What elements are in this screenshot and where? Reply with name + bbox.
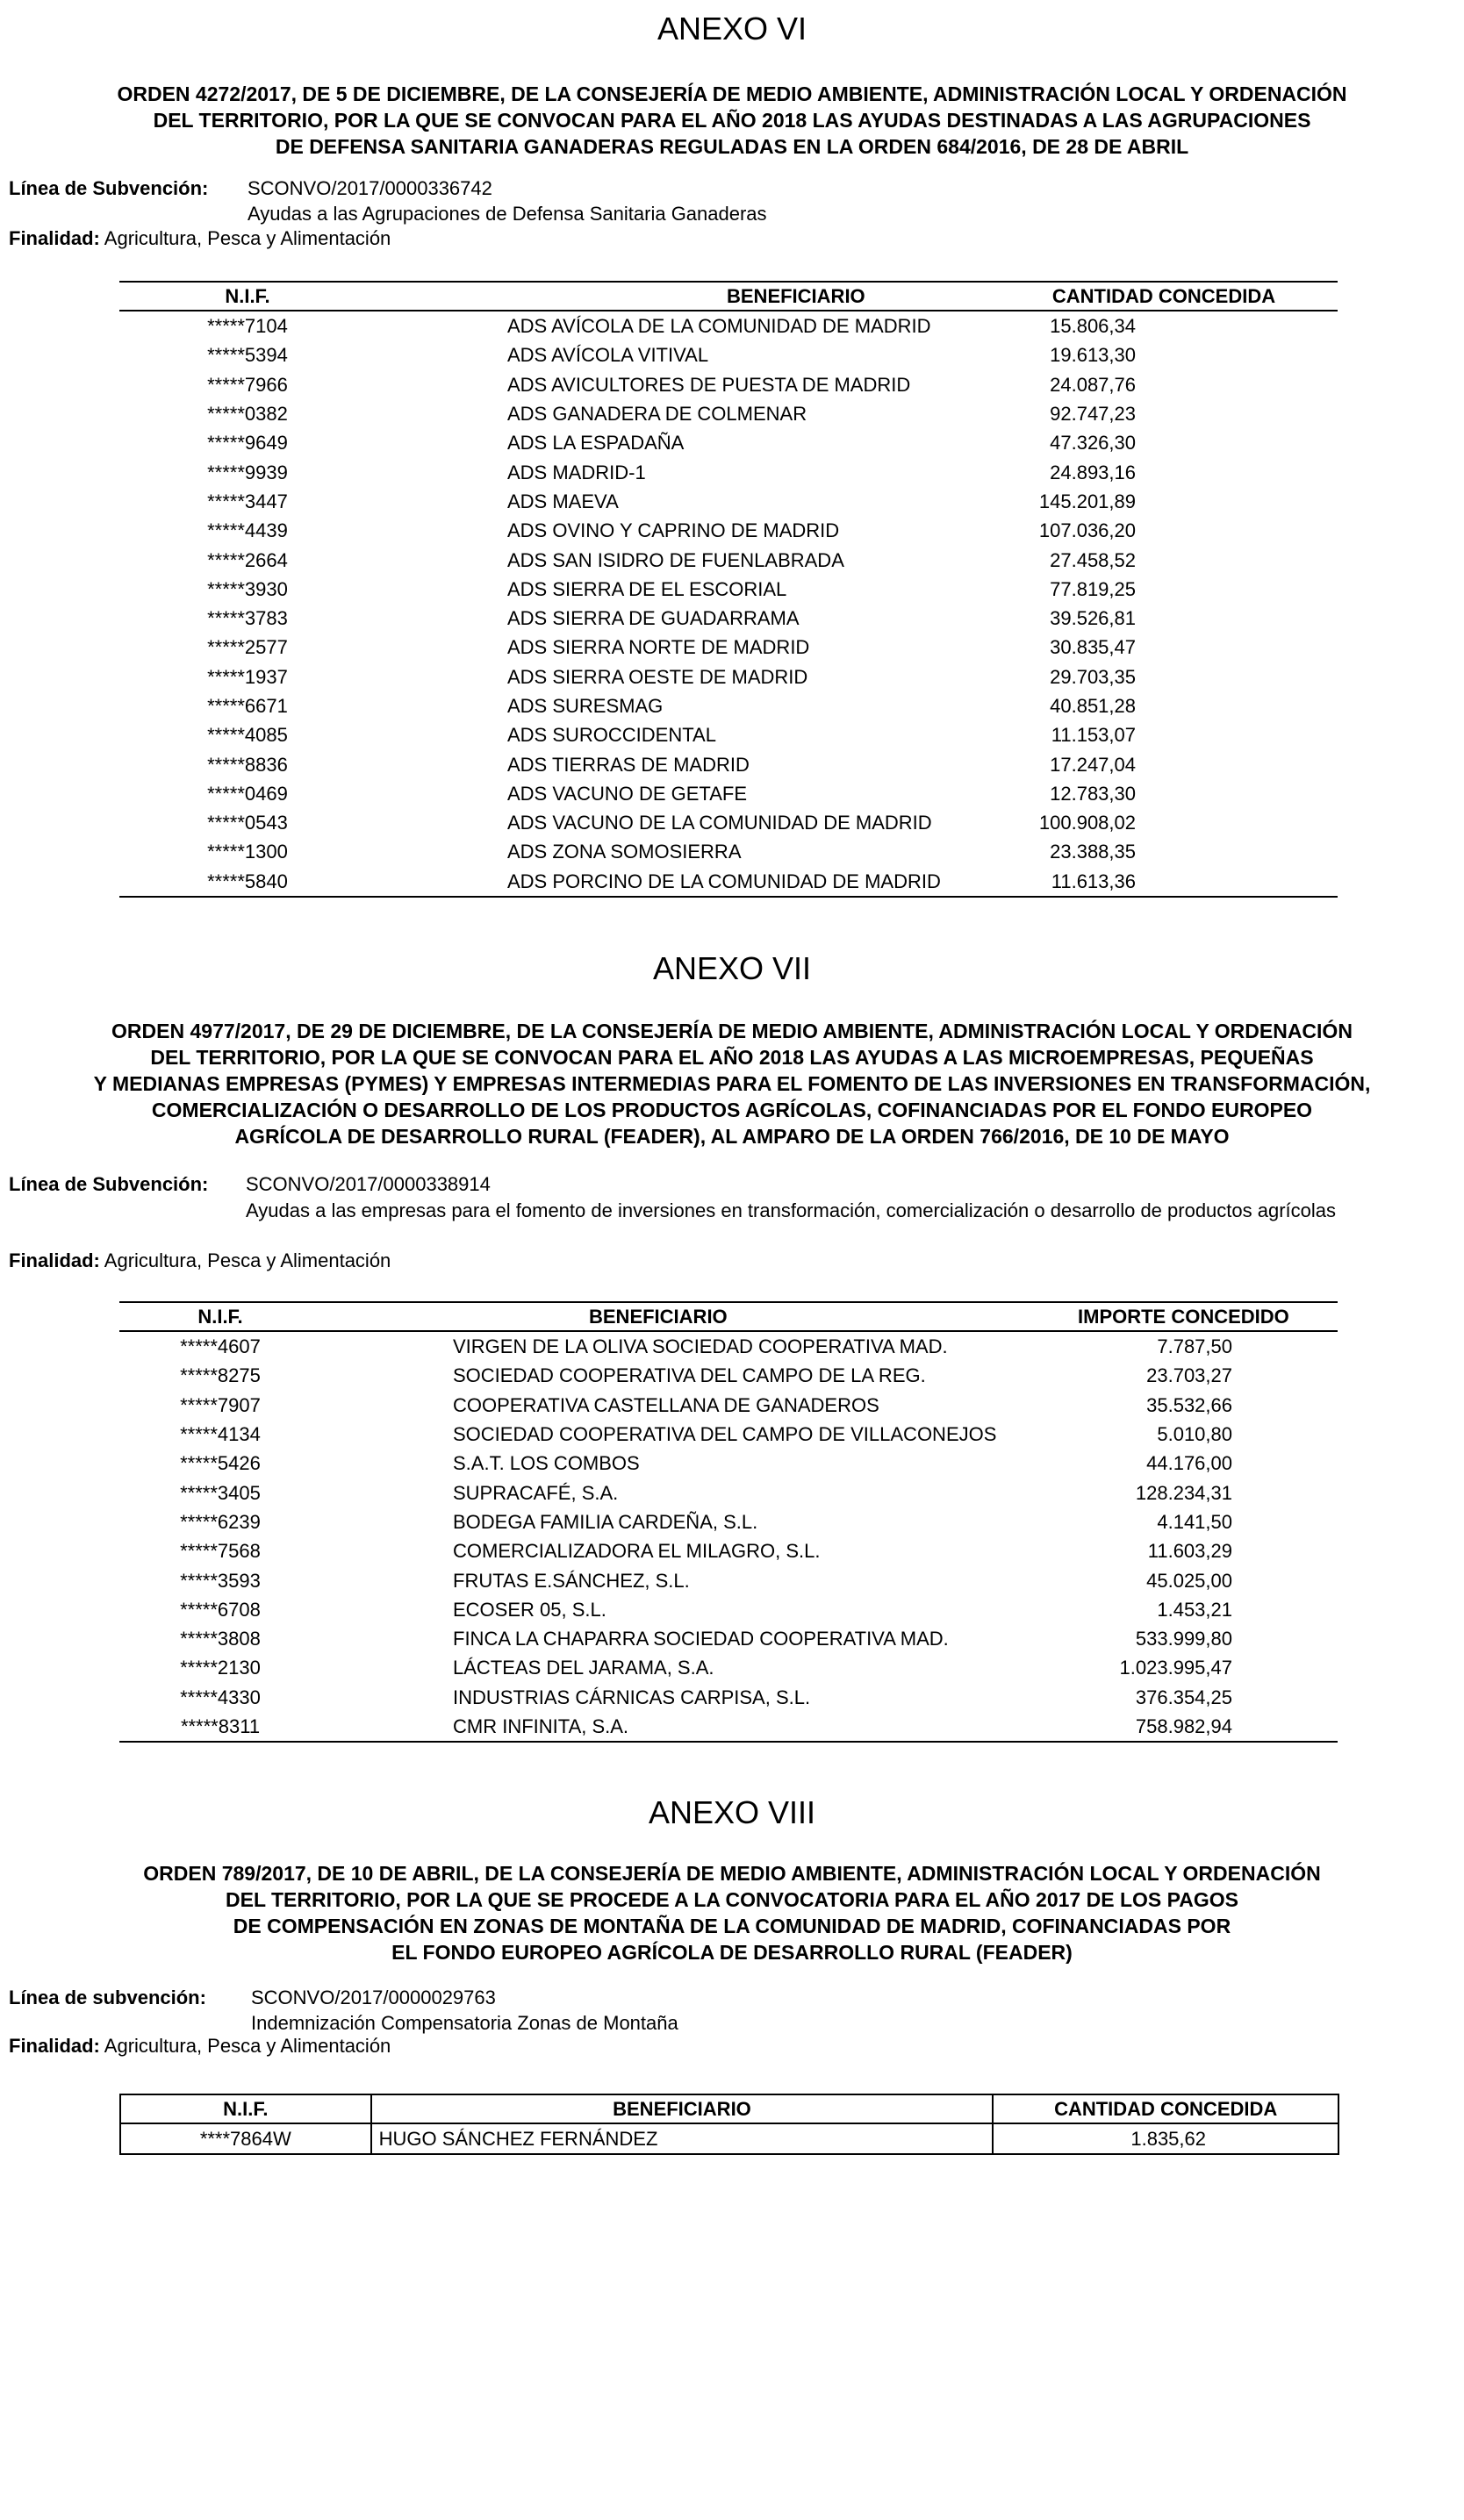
beneficiary-cell: ADS AVICULTORES DE PUESTA DE MADRID [507,373,911,396]
order-heading: ORDEN 4977/2017, DE 29 DE DICIEMBRE, DE LA CONSEJERÍA DE MEDIO AMBIENTE, ADMINISTRACIÓN LOCAL Y ORDENACIÓN DEL TERRITORIO, POR LA QUE SE CONVOCAN PARA EL AÑO 2018 LAS AYUDAS A LAS MICROEMPRESAS, PEQUEÑAS Y MEDIANAS EMPRESAS (PYMES) Y EMPRESAS INTERMEDIAS PARA EL FOMENTO DE LAS INVERSIONES EN TRANSFORMACIÓN, COMERCIALIZACIÓN O DESARROLLO DE LOS PRODUCTOS AGRÍCOLAS, COFINANCIADAS POR EL FONDO EUROPEO AGRÍCOLA DE DESARROLLO RURAL (FEADER), AL AMPARO DE LA ORDEN 766/2016, DE 10 DE MAYO [93,1020,1371,1148]
nif-cell: *****3447 [207,490,288,512]
amount-cell: 23.703,27 [1146,1364,1232,1387]
nif-cell: *****0469 [207,782,288,805]
amount-cell: 1.453,21 [1157,1598,1232,1621]
amount-cell: 44.176,00 [1146,1452,1232,1475]
nif-cell: *****4085 [207,724,288,747]
table-row [119,1565,1338,1594]
beneficiary-cell: ADS SIERRA NORTE DE MADRID [507,636,810,659]
subsidy-meta [9,176,492,201]
nif-cell: *****4607 [180,1335,261,1358]
amount-cell: 7.787,50 [1157,1335,1232,1358]
beneficiary-cell: ADS SUROCCIDENTAL [507,724,716,747]
column-header: CANTIDAD CONCEDIDA [993,2094,1338,2123]
subsidy-meta [9,1986,496,2010]
linea-code: SCONVO/2017/0000336742 [248,177,492,199]
linea-description: Ayudas a las empresas para el fomento de inversiones en transformación, comercialización o desarrollo de productos agrícolas [246,1199,1337,1221]
nif-cell: *****3930 [207,577,288,600]
nif-cell: *****2577 [207,636,288,659]
beneficiary-cell: ADS SIERRA DE GUADARRAMA [507,607,800,630]
subsidy-meta [9,1172,491,1197]
column-header: BENEFICIARIO [371,2094,994,2123]
nif-cell: *****6708 [180,1598,261,1621]
table-row [119,662,1338,691]
nif-cell: *****9939 [207,461,288,483]
amount-cell: 35.532,66 [1146,1393,1232,1416]
column-header: N.I.F. [197,1305,243,1328]
nif-cell: *****4439 [207,519,288,542]
finalidad-label: Finalidad: [9,2035,100,2057]
table-row [119,1449,1338,1478]
nif-cell: *****5394 [207,344,288,367]
annex-title: ANEXO VIII [648,1794,816,1830]
table-row [119,1331,1338,1361]
amount-cell: 24.087,76 [1050,373,1136,396]
beneficiary-cell: COMERCIALIZADORA EL MILAGRO, S.L. [453,1540,821,1563]
finalidad [9,2034,391,2058]
nif-cell: *****8275 [180,1364,261,1387]
amount-cell: 19.613,30 [1050,344,1136,367]
beneficiary-cell: SOCIEDAD COOPERATIVA DEL CAMPO DE LA REG. [453,1364,926,1387]
nif-cell: *****7104 [207,315,288,338]
grants-table-viii [119,2094,1339,2155]
finalidad [9,226,391,251]
table-row [119,516,1338,545]
nif-cell: *****0382 [207,403,288,426]
column-header: N.I.F. [225,284,270,307]
amount-cell: 27.458,52 [1050,548,1136,571]
table-body [119,1331,1338,1742]
nif-cell: *****7966 [207,373,288,396]
table-row [119,457,1338,486]
column-header: BENEFICIARIO [727,284,865,307]
table-row [119,1683,1338,1712]
amount-cell: 107.036,20 [1038,519,1136,542]
table-row [119,604,1338,633]
amount-cell: 17.247,04 [1050,753,1136,776]
nif-cell: *****7568 [180,1540,261,1563]
table-row [119,575,1338,604]
beneficiary-cell: ADS GANADERA DE COLMENAR [507,403,807,426]
nif-cell: *****1300 [207,841,288,863]
amount-cell: 1.835,62 [993,2123,1338,2154]
amount-cell: 145.201,89 [1038,490,1136,512]
nif-cell: *****3593 [180,1569,261,1592]
beneficiary-cell: BODEGA FAMILIA CARDEÑA, S.L. [453,1510,758,1533]
table-row [119,1653,1338,1682]
table-row [119,545,1338,574]
table-row [119,808,1338,837]
table-row [119,1712,1338,1742]
table-row [119,340,1338,369]
grants-table-vii [119,1301,1338,1743]
amount-cell: 23.388,35 [1050,841,1136,863]
table-row [119,749,1338,778]
annex-viii [0,1794,1464,1965]
table-row [119,1420,1338,1449]
amount-cell: 77.819,25 [1050,577,1136,600]
amount-cell: 100.908,02 [1038,812,1136,834]
table-row [119,720,1338,749]
table-row [119,779,1338,808]
annex-title: ANEXO VI [657,11,807,47]
nif-cell: *****4330 [180,1686,261,1708]
column-header: N.I.F. [120,2094,371,2123]
beneficiary-cell: ADS VACUNO DE GETAFE [507,782,748,805]
beneficiary-cell: ADS SIERRA DE EL ESCORIAL [507,577,787,600]
table-row [119,867,1338,897]
nif-cell: *****1937 [207,665,288,688]
nif-cell: *****5426 [180,1452,261,1475]
order-heading: ORDEN 4272/2017, DE 5 DE DICIEMBRE, DE LA CONSEJERÍA DE MEDIO AMBIENTE, ADMINISTRACIÓN LOCAL Y ORDENACIÓN DEL TERRITORIO, POR LA QUE SE CONVOCAN PARA EL AÑO 2018 LAS AYUDAS DESTINADAS A LAS AGRUPACIONES DE DEFENSA SANITARIA GANADERAS REGULADAS EN LA ORDEN 684/2016, DE 28 DE ABRIL [117,82,1347,158]
finalidad-value: Agricultura, Pesca y Alimentación [104,227,391,249]
nif-cell: *****4134 [180,1423,261,1446]
nif-cell: *****3405 [180,1481,261,1504]
beneficiary-cell: HUGO SÁNCHEZ FERNÁNDEZ [371,2123,994,2154]
order-heading: ORDEN 789/2017, DE 10 DE ABRIL, DE LA CONSEJERÍA DE MEDIO AMBIENTE, ADMINISTRACIÓN LOCAL Y ORDENACIÓN DEL TERRITORIO, POR LA QUE SE PROCEDE A LA CONVOCATORIA PARA EL AÑO 2017 DE LOS PAGOS DE COMPENSACIÓN EN ZONAS DE MONTAÑA DE LA COMUNIDAD DE MADRID, COFINANCIADAS POR EL FONDO EUROPEO AGRÍCOLA DE DESARROLLO RURAL (FEADER) [143,1862,1321,1964]
amount-cell: 45.025,00 [1146,1569,1232,1592]
amount-cell: 39.526,81 [1050,607,1136,630]
table-row [119,1624,1338,1653]
nif-cell: *****7907 [180,1393,261,1416]
column-header: IMPORTE CONCEDIDO [1078,1305,1289,1328]
finalidad-value: Agricultura, Pesca y Alimentación [104,1249,391,1271]
finalidad-value: Agricultura, Pesca y Alimentación [104,2035,391,2057]
amount-cell: 15.806,34 [1050,315,1136,338]
beneficiary-cell: ADS AVÍCOLA VITIVAL [507,344,709,367]
amount-cell: 47.326,30 [1050,432,1136,455]
finalidad-label: Finalidad: [9,227,100,249]
table-body [119,311,1338,897]
table-row [119,428,1338,457]
table-row [119,1391,1338,1420]
annex-vii [0,950,1464,1149]
finalidad-label: Finalidad: [9,1249,100,1271]
nif-cell: *****9649 [207,432,288,455]
beneficiary-cell: ADS OVINO Y CAPRINO DE MADRID [507,519,840,542]
linea-label: Línea de Subvención: [9,1173,209,1195]
linea-code: SCONVO/2017/0000029763 [251,1987,496,2008]
table-row [119,1478,1338,1507]
beneficiary-cell: ADS MAEVA [507,490,619,512]
amount-cell: 5.010,80 [1157,1423,1232,1446]
amount-cell: 92.747,23 [1050,403,1136,426]
beneficiary-cell: ADS SAN ISIDRO DE FUENLABRADA [507,548,844,571]
amount-cell: 4.141,50 [1157,1510,1232,1533]
beneficiary-cell: LÁCTEAS DEL JARAMA, S.A. [453,1657,714,1679]
amount-cell: 11.603,29 [1147,1540,1232,1563]
amount-cell: 40.851,28 [1050,695,1136,717]
linea-label: Línea de Subvención: [9,177,209,199]
nif-cell: *****8311 [180,1715,261,1737]
table-body [120,2123,1338,2154]
grants-table-vi [119,281,1338,898]
beneficiary-cell: ECOSER 05, S.L. [453,1598,606,1621]
beneficiary-cell: ADS PORCINO DE LA COMUNIDAD DE MADRID [507,870,941,892]
table-row [119,837,1338,866]
table-row [119,691,1338,720]
finalidad [9,1249,391,1273]
amount-cell: 24.893,16 [1050,461,1136,483]
annex-title: ANEXO VII [652,950,812,986]
beneficiary-cell: FINCA LA CHAPARRA SOCIEDAD COOPERATIVA MAD. [453,1628,949,1650]
annex-vi [0,11,1464,160]
amount-cell: 11.613,36 [1051,870,1136,892]
nif-cell: *****8836 [207,753,288,776]
beneficiary-cell: COOPERATIVA CASTELLANA DE GANADEROS [453,1393,879,1416]
beneficiary-cell: S.A.T. LOS COMBOS [453,1452,640,1475]
nif-cell: *****2130 [180,1657,261,1679]
table-header [119,1302,1338,1331]
linea-label: Línea de subvención: [9,1987,206,2008]
amount-cell: 376.354,25 [1135,1686,1232,1708]
beneficiary-cell: SUPRACAFÉ, S.A. [453,1481,619,1504]
beneficiary-cell: VIRGEN DE LA OLIVA SOCIEDAD COOPERATIVA MAD. [453,1335,948,1358]
table-row [119,1507,1338,1536]
amount-cell: 758.982,94 [1135,1715,1232,1737]
table-row [119,370,1338,399]
beneficiary-cell: ADS SURESMAG [507,695,664,717]
column-header: CANTIDAD CONCEDIDA [1051,284,1276,307]
nif-cell: *****5840 [207,870,288,892]
beneficiary-cell: ADS ZONA SOMOSIERRA [507,841,742,863]
table-row [120,2123,1338,2154]
table-row [119,1361,1338,1390]
linea-description: Indemnización Compensatoria Zonas de Montaña [251,2012,678,2034]
table-row [119,1595,1338,1624]
amount-cell: 11.153,07 [1051,724,1136,747]
beneficiary-cell: ADS TIERRAS DE MADRID [507,753,750,776]
linea-code: SCONVO/2017/0000338914 [246,1173,491,1195]
table-header [120,2094,1338,2123]
amount-cell: 30.835,47 [1050,636,1136,659]
table-row [119,633,1338,662]
beneficiary-cell: ADS VACUNO DE LA COMUNIDAD DE MADRID [507,812,932,834]
table-row [119,399,1338,428]
amount-cell: 533.999,80 [1135,1628,1232,1650]
beneficiary-cell: INDUSTRIAS CÁRNICAS CARPISA, S.L. [453,1686,811,1708]
beneficiary-cell: ADS LA ESPADAÑA [507,432,685,455]
amount-cell: 29.703,35 [1050,665,1136,688]
nif-cell: ****7864W [120,2123,371,2154]
nif-cell: *****3808 [180,1628,261,1650]
beneficiary-cell: FRUTAS E.SÁNCHEZ, S.L. [453,1569,690,1592]
beneficiary-cell: ADS MADRID-1 [507,461,646,483]
amount-cell: 12.783,30 [1050,782,1136,805]
nif-cell: *****3783 [207,607,288,630]
column-header: BENEFICIARIO [589,1305,728,1328]
linea-description: Ayudas a las Agrupaciones de Defensa Sanitaria Ganaderas [248,203,767,225]
table-row [119,487,1338,516]
amount-cell: 1.023.995,47 [1119,1657,1232,1679]
nif-cell: *****6239 [180,1510,261,1533]
table-row [119,311,1338,340]
beneficiary-cell: SOCIEDAD COOPERATIVA DEL CAMPO DE VILLACONEJOS [453,1423,997,1446]
nif-cell: *****6671 [207,695,288,717]
beneficiary-cell: ADS SIERRA OESTE DE MADRID [507,665,808,688]
nif-cell: *****2664 [207,548,288,571]
beneficiary-cell: ADS AVÍCOLA DE LA COMUNIDAD DE MADRID [507,315,931,338]
amount-cell: 128.234,31 [1135,1481,1232,1504]
beneficiary-cell: CMR INFINITA, S.A. [453,1715,629,1737]
table-row [119,1536,1338,1565]
nif-cell: *****0543 [207,812,288,834]
table-header [119,282,1338,311]
